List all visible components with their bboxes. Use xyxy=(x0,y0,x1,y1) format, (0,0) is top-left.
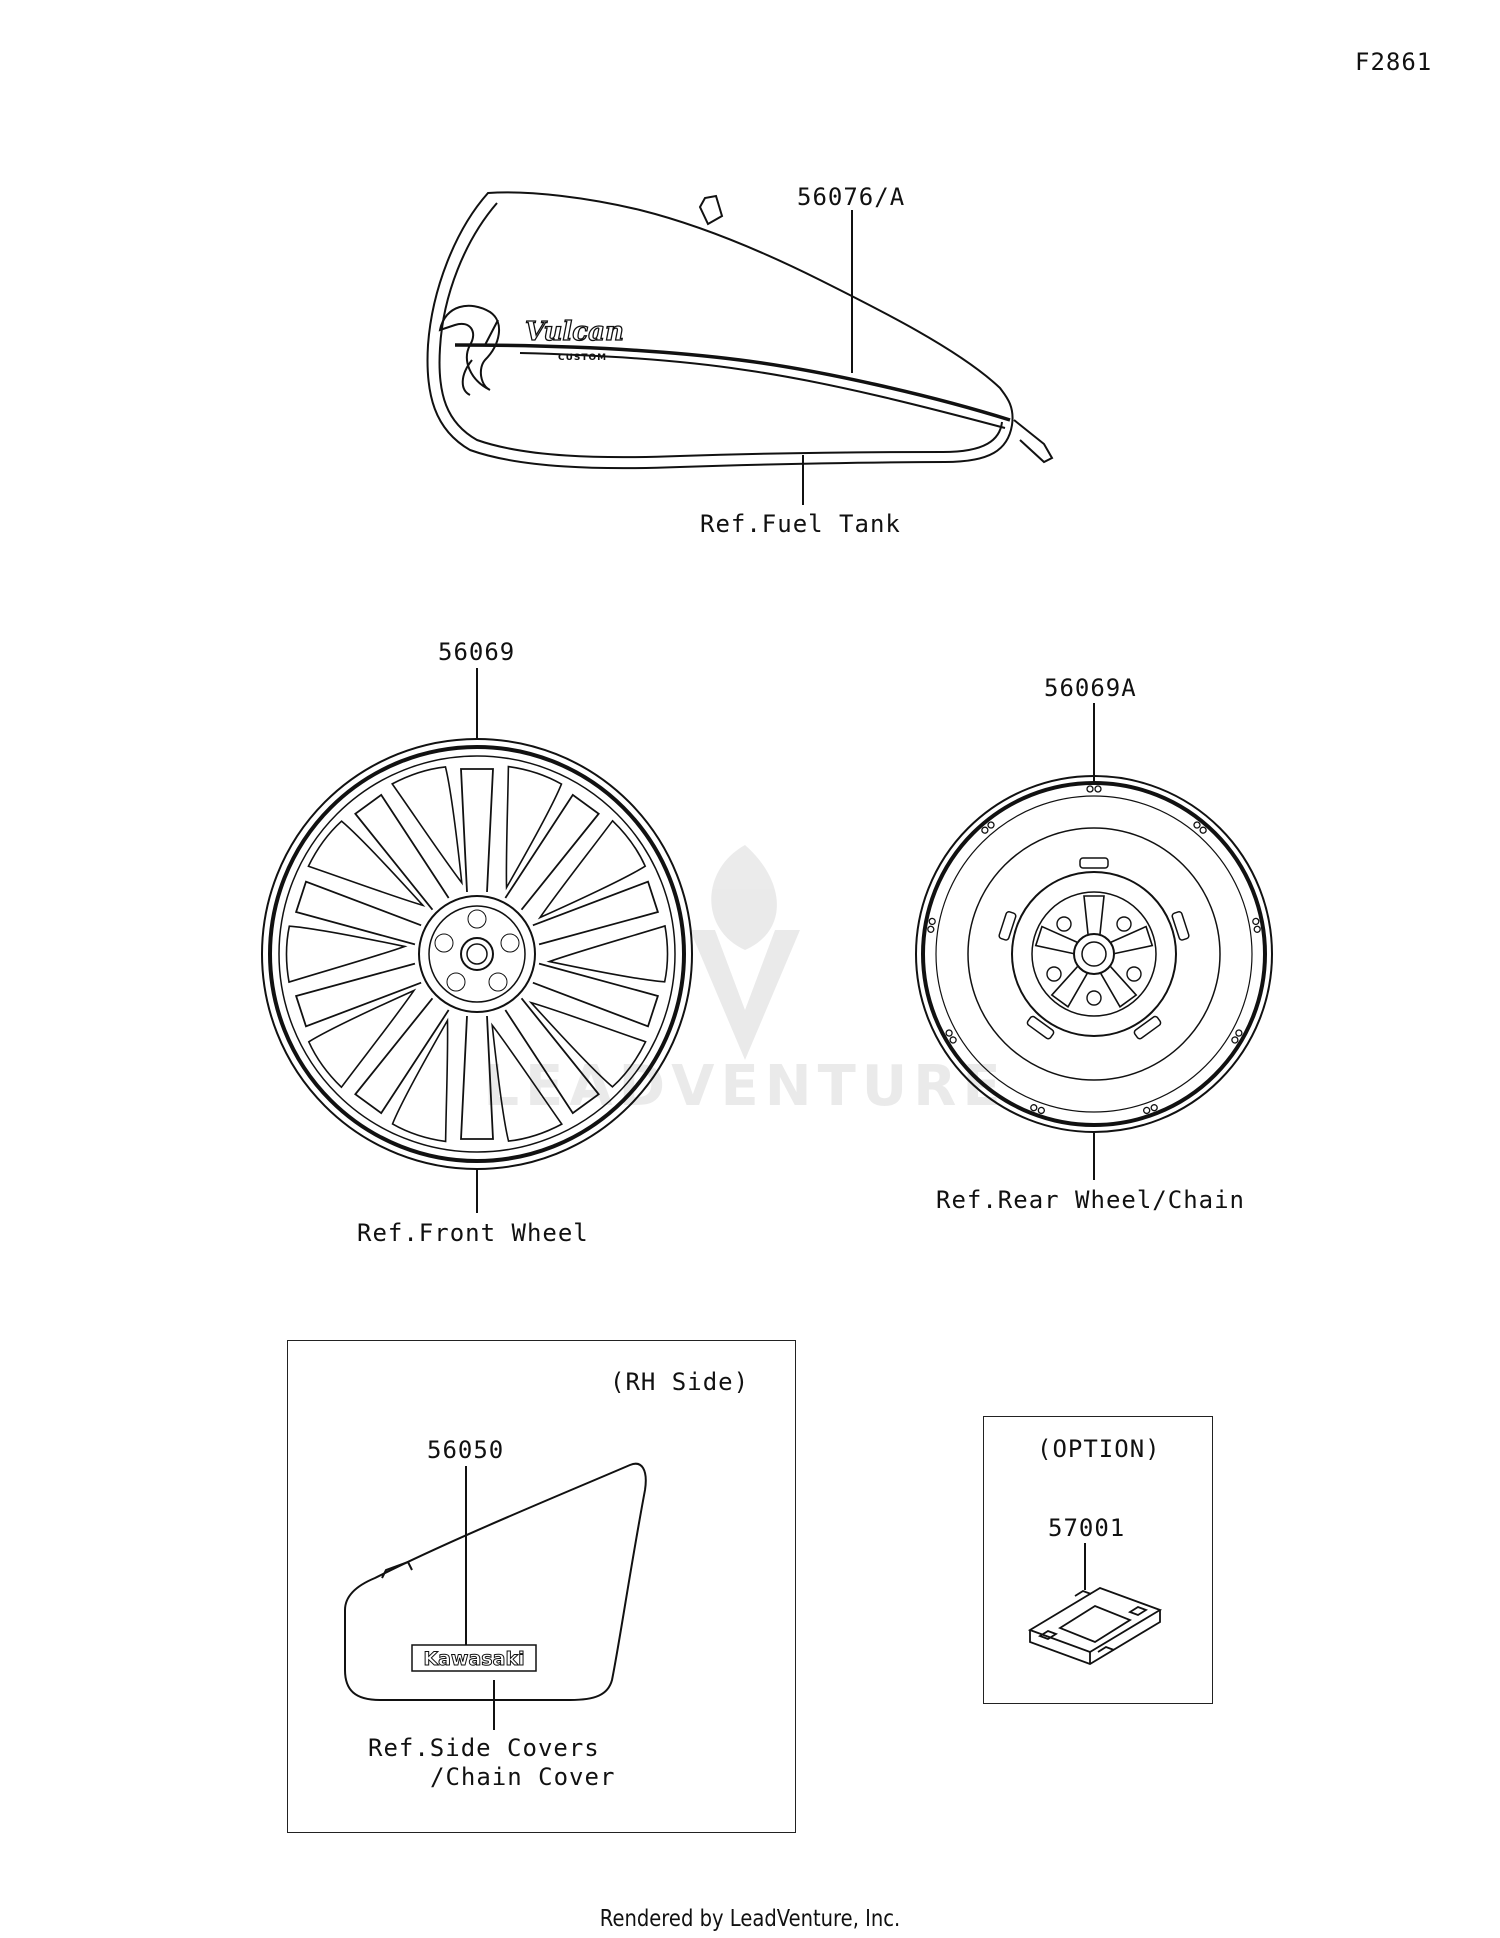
footer-credit: Rendered by LeadVenture, Inc. xyxy=(599,1906,901,1932)
side-cover-emblem-text: Kawasaki xyxy=(423,1648,525,1670)
option-group-label: (OPTION) xyxy=(1037,1435,1161,1463)
rh-side-group-label: (RH Side) xyxy=(610,1368,750,1396)
side-cover-part-number[interactable]: 56050 xyxy=(427,1436,505,1464)
front-wheel-part-number[interactable]: 56069 xyxy=(438,638,516,666)
watermark-text: LEADVENTURE xyxy=(483,1054,1007,1119)
fuel-tank-part-number[interactable]: 56076/A xyxy=(797,183,906,211)
option-part-number[interactable]: 57001 xyxy=(1048,1514,1126,1542)
side-cover-ref-line2: /Chain Cover xyxy=(430,1763,616,1791)
rear-wheel-ref: Ref.Rear Wheel/Chain xyxy=(936,1186,1245,1214)
watermark xyxy=(483,845,1006,1119)
option-part-drawing xyxy=(1030,1588,1160,1664)
side-cover-ref-line1: Ref.Side Covers xyxy=(368,1734,600,1762)
fuel-tank-emblem-text: Vulcan xyxy=(525,317,624,347)
fuel-tank-emblem-sub: CUSTOM xyxy=(558,353,608,363)
figure-id: F2861 xyxy=(1355,48,1433,76)
fuel-tank-drawing xyxy=(427,192,1052,468)
fuel-tank-ref: Ref.Fuel Tank xyxy=(700,510,901,538)
front-wheel-ref: Ref.Front Wheel xyxy=(357,1219,589,1247)
rear-wheel-part-number[interactable]: 56069A xyxy=(1044,674,1137,702)
